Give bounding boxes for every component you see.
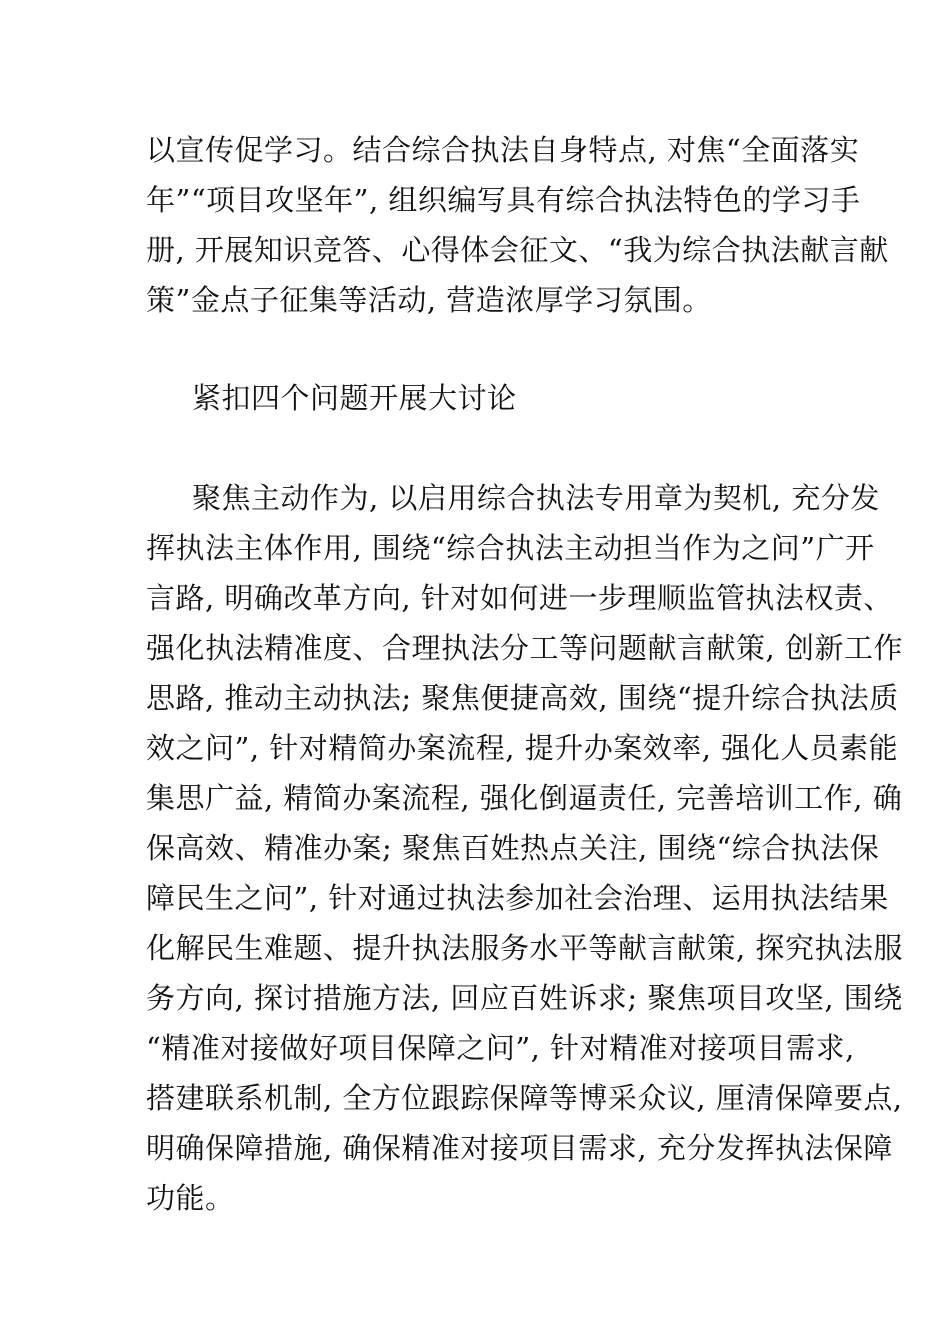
paragraph-2-line-5: 思路, 推动主动执法; 聚焦便捷高效, 围绕“提升综合执法质 bbox=[146, 681, 899, 715]
paragraph-2-line-4: 强化执法精准度、合理执法分工等问题献言献策, 创新工作 bbox=[146, 631, 903, 665]
paragraph-2-line-2: 挥执法主体作用, 围绕“综合执法主动担当作为之问”广开 bbox=[146, 531, 875, 565]
paragraph-2-line-8: 保高效、精准办案; 聚焦百姓热点关注, 围绕“综合执法保 bbox=[146, 831, 880, 865]
section-heading: 紧扣四个问题开展大讨论 bbox=[192, 381, 517, 415]
paragraph-2-line-10: 化解民生难题、提升执法服务水平等献言献策, 探究执法服 bbox=[146, 931, 903, 965]
paragraph-2-line-11: 务方向, 探讨措施方法, 回应百姓诉求; 聚焦项目攻坚, 围绕 bbox=[146, 981, 903, 1015]
paragraph-1-line-4: 策”金点子征集等活动, 营造浓厚学习氛围。 bbox=[146, 283, 712, 317]
paragraph-2-line-15: 功能。 bbox=[146, 1181, 235, 1215]
paragraph-1-line-3: 册, 开展知识竞答、心得体会征文、“我为综合执法献言献 bbox=[146, 233, 889, 267]
paragraph-2-line-12: “精准对接做好项目保障之问”, 针对精准对接项目需求, bbox=[146, 1031, 855, 1065]
paragraph-2-line-6: 效之问”, 针对精简办案流程, 提升办案效率, 强化人员素能 bbox=[146, 731, 899, 765]
paragraph-2-line-1: 聚焦主动作为, 以启用综合执法专用章为契机, 充分发 bbox=[192, 481, 880, 515]
paragraph-1-line-2: 年”“项目攻坚年”, 组织编写具有综合执法特色的学习手 bbox=[146, 183, 861, 217]
paragraph-2-line-3: 言路, 明确改革方向, 针对如何进一步理顺监管执法权责、 bbox=[146, 581, 893, 615]
paragraph-2-line-14: 明确保障措施, 确保精准对接项目需求, 充分发挥执法保障 bbox=[146, 1131, 893, 1165]
paragraph-2-line-7: 集思广益, 精简办案流程, 强化倒逼责任, 完善培训工作, 确 bbox=[146, 781, 903, 815]
paragraph-1-line-1: 以宣传促学习。结合综合执法自身特点, 对焦“全面落实 bbox=[146, 133, 860, 167]
paragraph-2-line-13: 搭建联系机制, 全方位跟踪保障等博采众议, 厘清保障要点, bbox=[146, 1081, 903, 1115]
paragraph-2-line-9: 障民生之问”, 针对通过执法参加社会治理、运用执法结果 bbox=[146, 881, 889, 915]
